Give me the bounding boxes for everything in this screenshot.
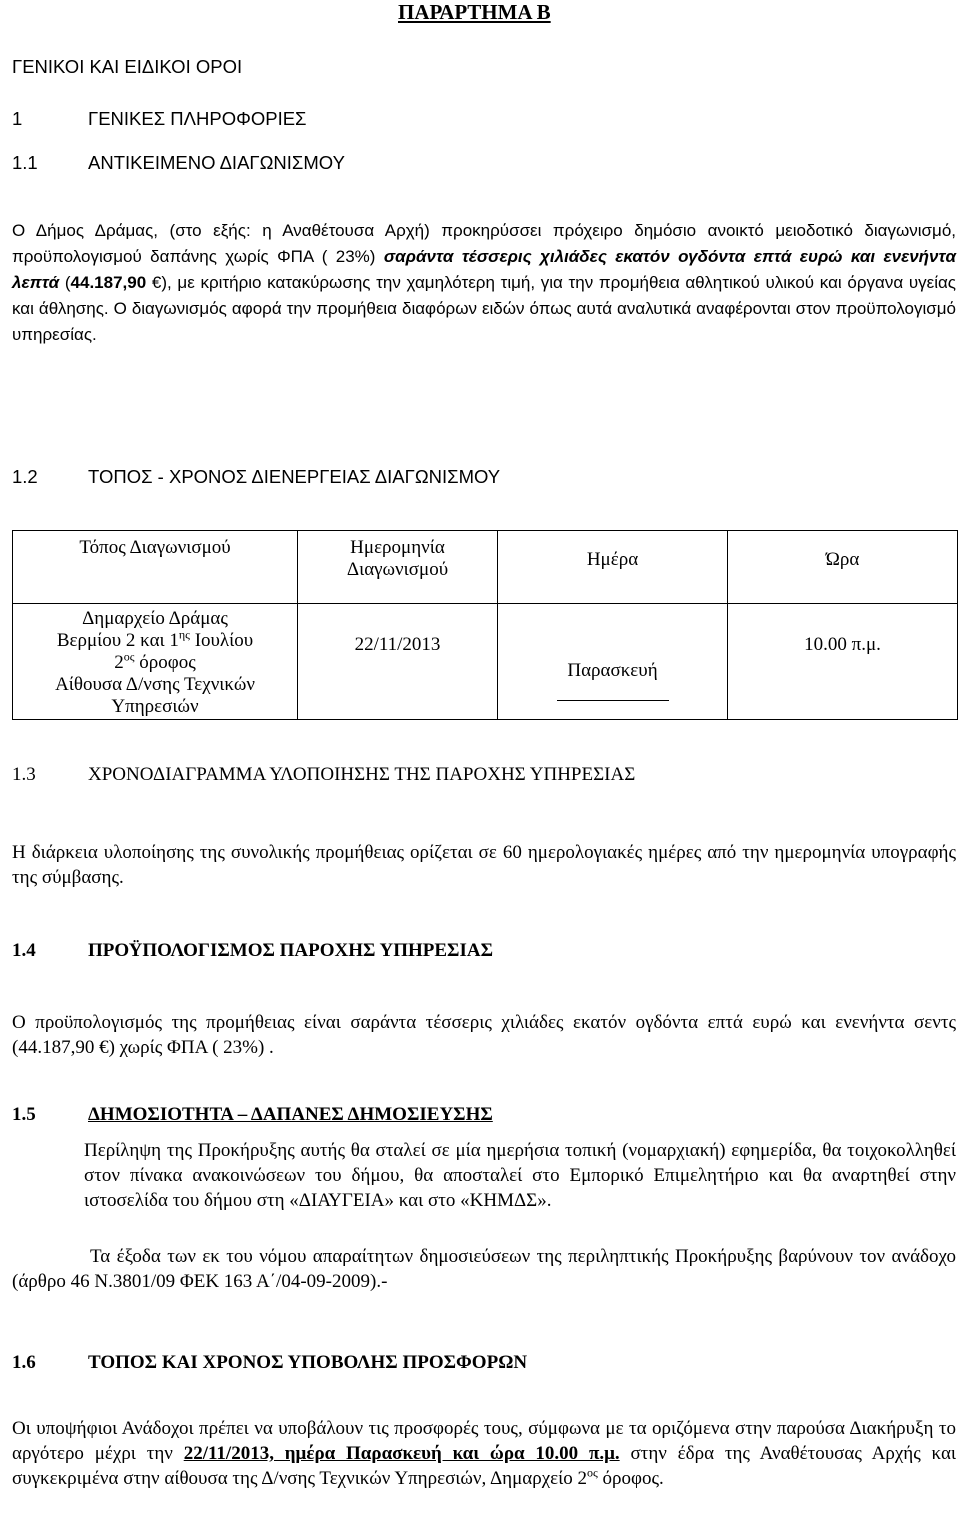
section-number: 1.6 xyxy=(12,1352,36,1373)
section-1-5-paragraph: Περίληψη της Προκήρυξης αυτής θα σταλεί σε μία ημερήσια τοπική (νομαρχιακή) εφημερίδα, θα τοιχοκολληθεί στον πίνακα ανακοινώσεων του δήμου, θα αποσταλεί στο Εμπορικό Επιμελητήριο και θα αναρτηθεί στην ιστοσελίδα του δήμου στη «ΔΙΑΥΓΕΙΑ» και στο «ΚΗΜΔΣ». xyxy=(84,1140,956,1211)
section-title: ΤΟΠΟΣ ΚΑΙ ΧΡΟΝΟΣ ΥΠΟΒΟΛΗΣ ΠΡΟΣΦΟΡΩΝ xyxy=(88,1352,528,1373)
header-day: Ημέρα xyxy=(498,531,728,604)
cell-day xyxy=(498,604,728,720)
cell-time: 10.00 π.μ. xyxy=(728,604,958,720)
annex-title: ΠΑΡΑΡΤΗΜΑ Β xyxy=(398,0,551,24)
section-1-3-paragraph: Η διάρκεια υλοποίησης της συνολικής προμήθειας ορίζεται σε 60 ημερολογιακές ημέρες από την ημερομηνία υπογραφής της σύμβασης. xyxy=(12,842,956,888)
tender-schedule-table xyxy=(12,530,958,720)
section-title: ΓΕΝΙΚΕΣ ΠΛΗΡΟΦΟΡΙΕΣ xyxy=(88,108,307,129)
section-1-4-paragraph: Ο προϋπολογισμός της προμήθειας είναι σαράντα τέσσερις χιλιάδες εκατόν ογδόντα επτά ευρώ και ενενήντα σεντς (44.187,90 €) χωρίς ΦΠΑ ( 23%) . xyxy=(12,1012,956,1058)
amount-number: 44.187,90 xyxy=(70,273,147,292)
header-place: Τόπος Διαγωνισμού xyxy=(13,531,298,604)
paragraph-text: στην έδρα της Αναθέτουσας Αρχής και συγκεκριμένα στην αίθουσα της Δ/νσης Τεχνικών Υπηρεσιών, Δημαρχείο 2 xyxy=(12,1443,957,1489)
section-title: ΠΡΟΫΠΟΛΟΓΙΣΜΟΣ ΠΑΡΟΧΗΣ ΥΠΗΡΕΣΙΑΣ xyxy=(88,940,494,961)
deadline: 22/11/2013, ημέρα Παρασκευή και ώρα 10.00 π.μ. xyxy=(183,1443,620,1464)
underline-decoration xyxy=(557,682,669,701)
day-value: Παρασκευή xyxy=(567,660,658,681)
header-time: Ώρα xyxy=(728,531,958,604)
section-1-5-paragraph-2: Τα έξοδα των εκ του νόμου απαραίτητων δημοσιεύσεων της περιληπτικής Προκήρυξης βαρύνουν τον ανάδοχο (άρθρο 46 Ν.3801/09 ΦΕΚ 163 Α΄/04-09-2009).- xyxy=(12,1246,956,1292)
paragraph-text: Οι υποψήφιοι Ανάδοχοι πρέπει να υποβάλουν τις προσφορές τους, σύμφωνα με τα οριζόμενα στην παρούσα Διακήρυξη το αργότερο μέχρι την xyxy=(12,1418,956,1464)
paragraph-text: Ο Δήμος Δράμας, (στο εξής: η Αναθέτουσα Αρχή) προκηρύσσει πρόχειρο δημόσιο ανοικτό μειοδοτικό διαγωνισμό, προϋπολογισμού δαπάνης χωρίς ΦΠΑ ( 23%) xyxy=(12,221,956,266)
section-1-3-heading xyxy=(12,764,635,786)
section-1-1-heading xyxy=(12,152,345,174)
section-1-5-heading xyxy=(12,1104,493,1126)
section-1-2-heading xyxy=(12,466,500,488)
section-1-6-heading xyxy=(12,1352,527,1374)
paragraph-text: όροφος. xyxy=(597,1468,664,1489)
section-number: 1.2 xyxy=(12,466,38,487)
superscript: ος xyxy=(587,1465,598,1480)
place-line: Αίθουσα Δ/νσης Τεχνικών Υπηρεσιών xyxy=(55,674,255,717)
amount-in-words: σαράντα τέσσερις χιλιάδες εκατόν ογδόντα επτά ευρώ και ενενήντα λεπτά xyxy=(12,247,956,292)
paragraph-text: ( xyxy=(59,273,71,292)
section-title: ΤΟΠΟΣ - ΧΡΟΝΟΣ ΔΙΕΝΕΡΓΕΙΑΣ ΔΙΑΓΩΝΙΣΜΟΥ xyxy=(88,466,501,487)
section-title: ΑΝΤΙΚΕΙΜΕΝΟ ΔΙΑΓΩΝΙΣΜΟΥ xyxy=(88,152,345,173)
paragraph-text: €), με κριτήριο κατακύρωσης την χαμηλότερη τιμή, για την προμήθεια αθλητικού υλικού και όργανα υγείας και άθλησης. Ο διαγωνισμός αφορά την προμήθεια διαφόρων ειδών όπως αυτά αναλυτικά αναφέρονται στον προϋπολογισμό υπηρεσίας. xyxy=(12,273,957,344)
section-1-1-paragraph xyxy=(12,218,956,348)
cell-date: 22/11/2013 xyxy=(298,604,498,720)
cell-place xyxy=(13,604,298,720)
table-row xyxy=(13,604,958,720)
place-line: Βερμίου 2 και $1^{\eta\varsigma}$ Ιουλίου xyxy=(56,627,254,651)
section-title: ΔΗΜΟΣΙΟΤΗΤΑ – ΔΑΠΑΝΕΣ ΔΗΜΟΣΙΕΥΣΗΣ xyxy=(88,1104,493,1125)
section-number: 1 xyxy=(12,108,23,129)
section-1-heading xyxy=(12,108,307,130)
document-title: ΓΕΝΙΚΟΙ ΚΑΙ ΕΙΔΙΚΟΙ ΟΡΟΙ xyxy=(12,56,243,77)
section-number: 1.3 xyxy=(12,764,36,785)
place-line: $2^{o\varsigma}$ όροφος xyxy=(114,649,196,673)
header-date: Ημερομηνία Διαγωνισμού xyxy=(298,531,498,604)
section-1-6-paragraph xyxy=(12,1416,956,1491)
section-number: 1.4 xyxy=(12,940,36,961)
section-number: 1.1 xyxy=(12,152,38,173)
section-number: 1.5 xyxy=(12,1104,36,1125)
section-title: ΧΡΟΝΟΔΙΑΓΡΑΜΜΑ ΥΛΟΠΟΙΗΣΗΣ ΤΗΣ ΠΑΡΟΧΗΣ ΥΠΗΡΕΣΙΑΣ xyxy=(88,764,636,785)
place-line: Δημαρχείο Δράμας xyxy=(82,608,228,629)
table-header-row xyxy=(13,531,958,604)
section-1-4-heading xyxy=(12,940,493,962)
